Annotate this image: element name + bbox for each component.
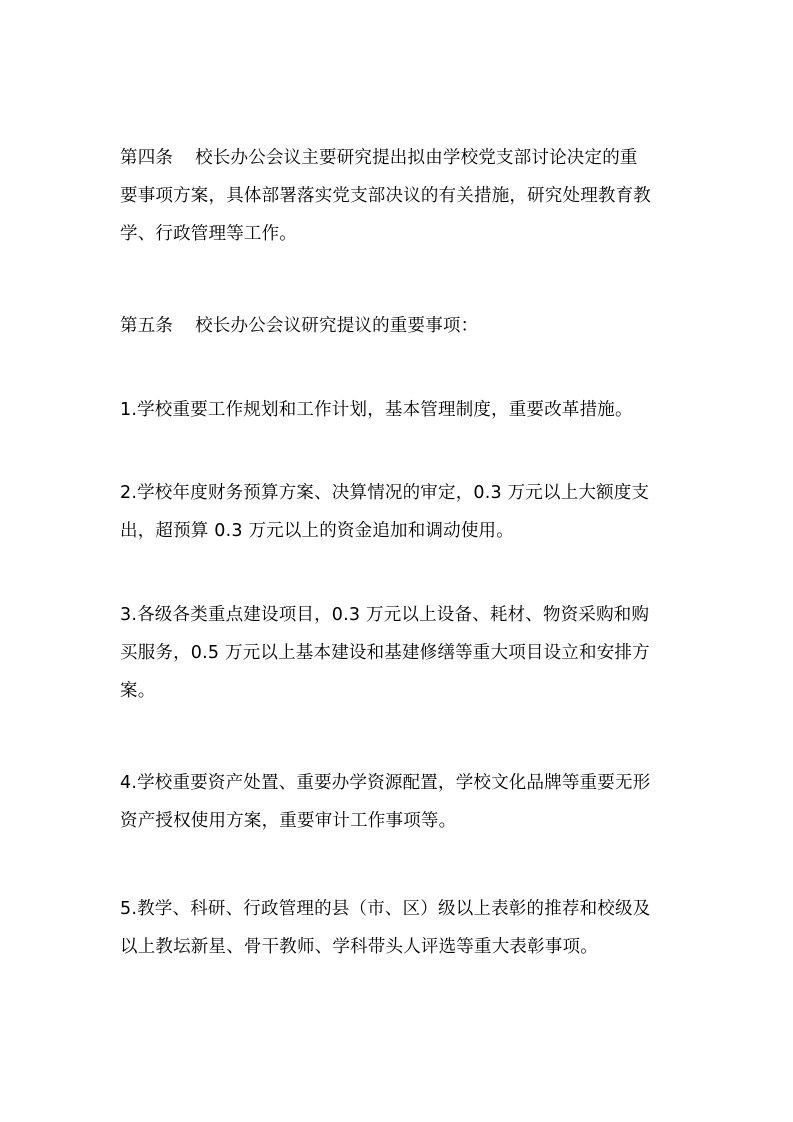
item-line: 以上教坛新星、骨干教师、学科带头人评选等重大表彰事项。 xyxy=(120,937,598,957)
item-4 xyxy=(120,764,695,840)
item-5 xyxy=(120,890,695,966)
item-line: 买服务，0.5 万元以上基本建设和基建修缮等重大项目设立和安排方 xyxy=(120,643,650,663)
item-line: 4.学校重要资产处置、重要办学资源配置，学校文化品牌等重要无形 xyxy=(120,773,651,793)
article-4-label: 第四条 xyxy=(120,148,174,168)
item-line: 5.教学、科研、行政管理的县（市、区）级以上表彰的推荐和校级及 xyxy=(120,899,651,919)
article-5-line-1: 第五条 校长办公会议研究提议的重要事项： xyxy=(120,316,479,336)
item-2 xyxy=(120,474,695,550)
item-line: 2.学校年度财务预算方案、决算情况的审定，0.3 万元以上大额度支 xyxy=(120,483,650,503)
item-line: 资产授权使用方案，重要审计工作事项等。 xyxy=(120,811,457,831)
item-1 xyxy=(120,391,695,429)
article-4 xyxy=(120,139,695,253)
article-5-label: 第五条 xyxy=(120,316,174,336)
item-line: 3.各级各类重点建设项目，0.3 万元以上设备、耗材、物资采购和购 xyxy=(120,605,650,625)
item-line: 出，超预算 0.3 万元以上的资金追加和调动使用。 xyxy=(120,521,514,541)
article-4-line-1: 第四条 校长办公会议主要研究提出拟由学校党支部讨论决定的重 xyxy=(120,148,638,168)
article-4-line-3: 学、行政管理等工作。 xyxy=(120,224,297,244)
article-4-line-2: 要事项方案，具体部署落实党支部决议的有关措施，研究处理教育教 xyxy=(120,186,651,206)
item-3 xyxy=(120,596,695,710)
item-line: 案。 xyxy=(120,681,156,701)
article-5 xyxy=(120,307,695,345)
item-line: 1.学校重要工作规划和工作计划，基本管理制度，重要改革措施。 xyxy=(120,400,633,420)
